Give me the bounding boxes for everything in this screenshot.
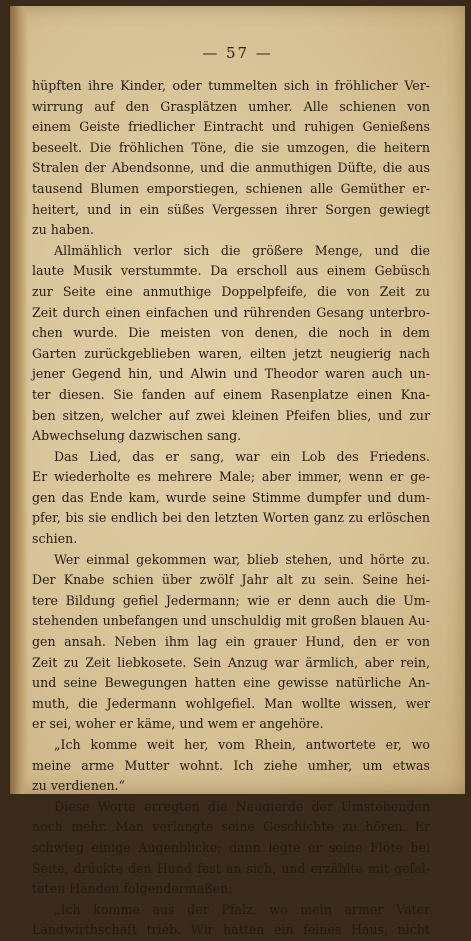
text-line: tere Bildung gefiel Jedermann; wie er denn auch die Um- [32,592,430,608]
text-line: Zeit durch einen einfachen und rührenden Gesang unterbro- [32,304,430,320]
text-line: laute Musik verstummte. Da erscholl aus einem Gebüsch [32,263,430,279]
text-line: tausend Blumen emporstiegen, schienen alle Gemüther er- [32,180,430,196]
text-line: stehenden unbefangen und unschuldig mit großen blauen Au- [32,613,430,629]
page-binding-shadow [10,6,28,794]
text-line: pfer, bis sie endlich bei den letzten Worten ganz zu erlöschen [32,510,430,526]
text-line: Wer einmal gekommen war, blieb stehen, und hörte zu. [54,551,430,567]
text-line: wirrung auf den Grasplätzen umher. Alle schienen von [32,98,430,114]
text-line: schwieg einige Augenblicke; dann legte er seine Flöte bei [32,839,430,855]
text-line: ben sitzen, welcher auf zwei kleinen Pfeifen blies, und zur [32,407,430,423]
text-line: ter diesen. Sie fanden auf einem Rasenplatze einen Kna- [32,386,430,402]
text-line: meine arme Mutter wohnt. Ich ziehe umher, um etwas [32,757,430,773]
text-line: chen wurde. Die meisten von denen, die noch in dem [32,325,430,341]
text-line: Abwechselung dazwischen sang. [32,428,242,444]
text-line: jener Gegend hin, und Alwin und Theodor waren auch un- [32,366,430,382]
text-line: Er wiederholte es mehrere Male; aber immer, wenn er ge- [32,469,430,485]
text-line: schien. [32,531,78,547]
text-line: zu haben. [32,222,94,238]
text-line: Garten zurückgeblieben waren, eilten jetzt neugierig nach [32,345,430,361]
text-line: gen ansah. Neben ihm lag ein grauer Hund, den er von [32,634,430,650]
text-line: Stralen der Abendsonne, und die anmuthigen Düfte, die aus [32,160,430,176]
text-line: beseelt. Die fröhlichen Töne, die sie umzogen, die heitern [32,139,430,155]
text-line: zur Seite eine anmuthige Doppelpfeife, die von Zeit zu [32,283,430,299]
text-line: Allmählich verlor sich die größere Menge, und die [54,242,430,258]
text-line: heitert, und in ein süßes Vergessen ihrer Sorgen gewiegt [32,201,430,217]
text-line: zu verdienen.“ [32,778,125,794]
text-line: Seite, drückte den Hund fest an sich, und erzählte mit gefal- [32,860,430,876]
text-line: Der Knabe schien über zwölf Jahr alt zu sein. Seine hei- [32,572,430,588]
text-line: Diese Worte erregten die Neugierde der Umstehenden [54,798,430,814]
page-number: — 57 — [202,44,273,62]
text-line: teten Händen folgendermaßen: [32,881,233,897]
text-line: „Ich komme aus der Pfalz, wo mein armer Vater [54,901,430,917]
text-line: er sei, woher er käme, und wem er angehöre. [32,716,324,732]
body-text [32,76,430,941]
text-line: und seine Bewegungen hatten eine gewisse natürliche An- [32,675,430,691]
text-line: Landwirthschaft trieb. Wir hatten ein feines Haus, nicht [32,922,430,938]
text-line: Zeit zu Zeit liebkosete. Sein Anzug war ärmlich, aber rein, [32,654,430,670]
text-line: noch mehr. Man verlangte seine Geschichte zu hören. Er [32,819,430,835]
text-line: Das Lied, das er sang, war ein Lob des Friedens. [54,448,430,464]
text-line: gen das Ende kam, wurde seine Stimme dumpfer und dum- [32,489,430,505]
text-line: hüpften ihre Kinder, oder tummelten sich in fröhlicher Ver- [32,78,430,93]
text-line: einem Geiste friedlicher Eintracht und ruhigen Genießens [32,119,430,135]
book-page [10,6,465,938]
text-line: muth, die Jedermann wohlgefiel. Man wollte wissen, wer [32,695,430,711]
text-line: „Ich komme weit her, vom Rhein, antwortete er, wo [54,737,430,752]
